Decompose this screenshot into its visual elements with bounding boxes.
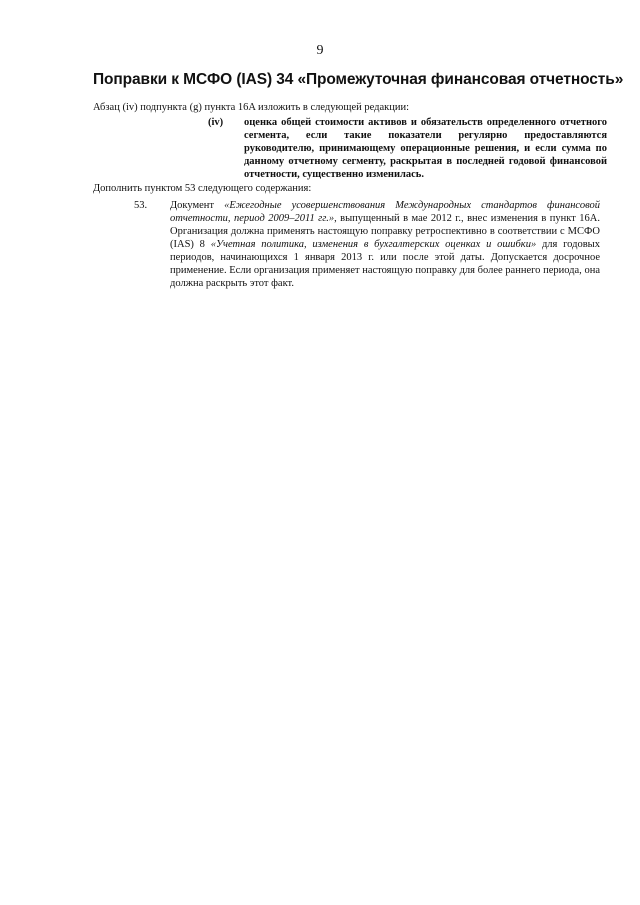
paragraph-number: 53. [134,200,148,211]
paragraph-53-text [170,199,600,290]
text-segment: , выпущенный в мае 2012 г., внес изменения в пункт 16A. Организация должна применять настоящую поправку ретроспективно в соответствии с МСФО (IAS) 8 [170,213,600,250]
standard-title-italic: «Учетная политика, изменения в бухгалтерских оценках и ошибки» [210,239,537,250]
second-intro-paragraph: Дополнить пунктом 53 следующего содержания: [93,183,312,194]
intro-paragraph: Абзац (iv) подпункта (g) пункта 16A изложить в следующей редакции: [93,102,409,113]
text-segment: для годовых периодов, начинающихся 1 января 2013 г. или после этой даты. Допускается досрочное применение. Если организация применяет настоящую поправку для более раннего периода, она должна раскрыть этот факт. [170,239,600,289]
clause-text: оценка общей стоимости активов и обязательств определенного отчетного сегмента, если такие показатели регулярно предоставляются руководителю, принимающему операционные решения, и если сумма по данному отчетному сегменту, раскрытая в последней годовой финансовой отчетности, существенно изменилась. [244,117,607,180]
clause-label: (iv) [208,117,224,128]
document-title-italic: «Ежегодные усовершенствования Международных стандартов финансовой отчетности, период 2009–2011 гг.» [170,200,600,224]
text-segment: Документ [170,200,225,211]
page-number: 9 [316,43,324,58]
page-title: Поправки к МСФО (IAS) 34 «Промежуточная финансовая отчетность» [93,71,624,88]
